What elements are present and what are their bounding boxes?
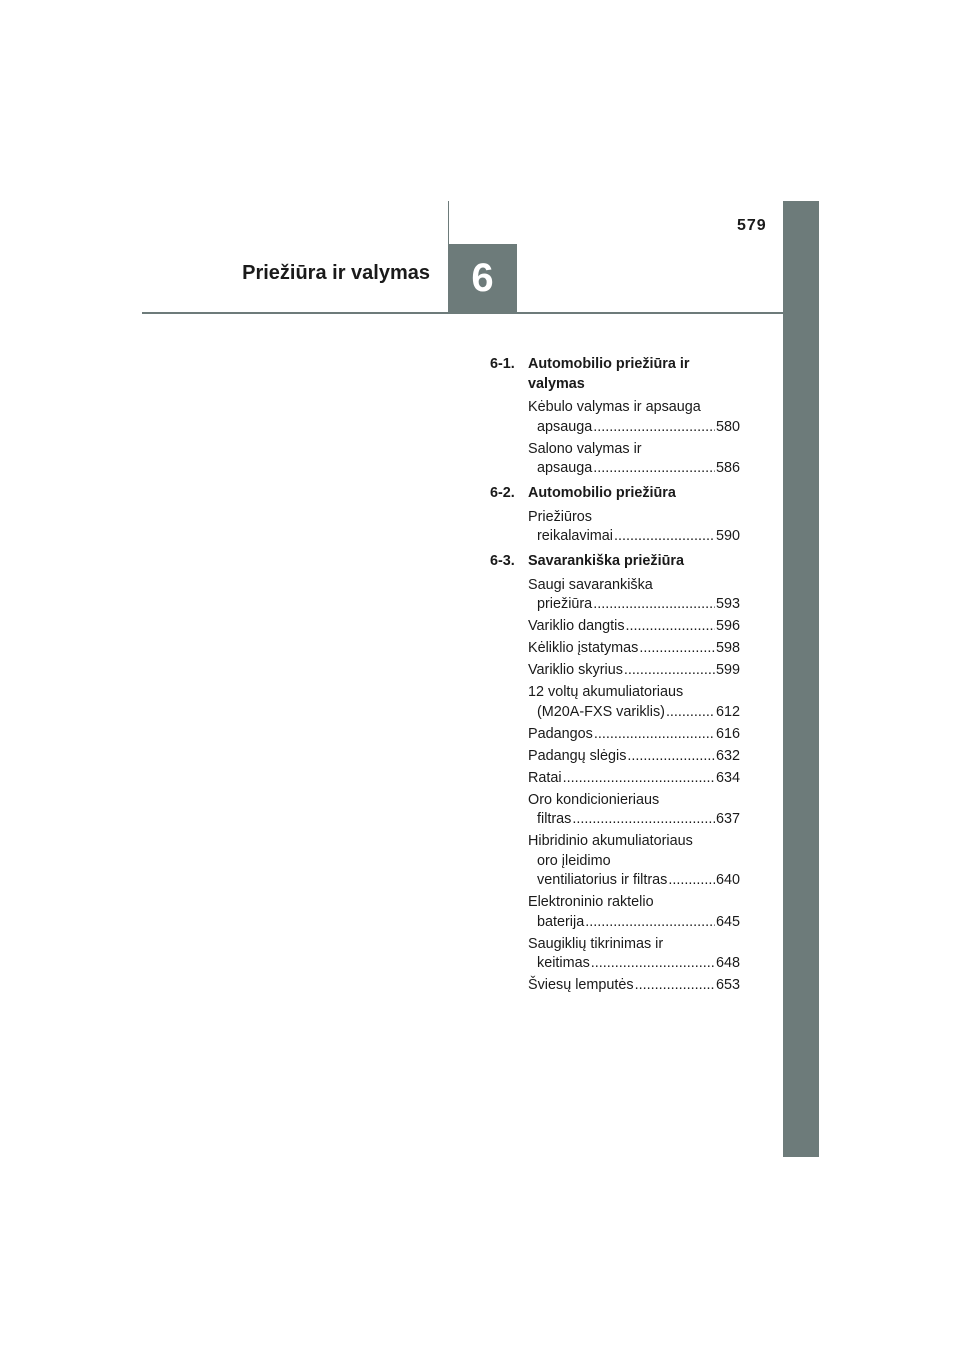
toc-entry-text: Padangų slėgis bbox=[528, 747, 627, 764]
toc-entry[interactable] bbox=[490, 725, 740, 745]
toc-entry[interactable] bbox=[490, 661, 740, 681]
chapter-side-tab bbox=[783, 201, 819, 1157]
toc-entry[interactable] bbox=[490, 639, 740, 659]
toc-section-heading bbox=[490, 552, 740, 572]
toc-entry-text: priežiūra bbox=[537, 596, 593, 612]
toc-entry-text: Variklio skyrius bbox=[528, 662, 623, 678]
toc-entry-text: 12 voltų akumuliatoriaus bbox=[528, 684, 684, 700]
toc-section-number: 6-1. bbox=[490, 356, 515, 372]
dot-leader bbox=[624, 661, 715, 681]
header-vertical-rule bbox=[448, 201, 449, 244]
toc-entry-page: 590 bbox=[715, 528, 740, 544]
toc-entry-page: 599 bbox=[715, 662, 740, 678]
dot-leader bbox=[591, 954, 715, 974]
toc-entry-page: 612 bbox=[715, 703, 740, 720]
toc-entry-text: Ratai bbox=[528, 769, 562, 786]
toc-entry-text: filtras bbox=[537, 811, 572, 827]
dot-leader bbox=[668, 871, 715, 891]
dot-leader bbox=[639, 639, 715, 659]
toc-entry-page: 596 bbox=[715, 618, 740, 634]
toc-entry-page: 580 bbox=[715, 418, 740, 435]
toc-entry[interactable] bbox=[490, 893, 740, 932]
toc-entry[interactable] bbox=[490, 747, 740, 767]
toc-section-title: Automobilio priežiūra bbox=[528, 485, 676, 501]
toc-entry-page: 593 bbox=[715, 596, 740, 612]
toc-entry-page: 586 bbox=[715, 460, 740, 476]
toc-entry-page: 616 bbox=[715, 725, 740, 742]
toc-section-number: 6-2. bbox=[490, 485, 515, 501]
table-of-contents bbox=[490, 355, 740, 1001]
toc-entry[interactable] bbox=[490, 398, 740, 437]
chapter-title: Priežiūra ir valymas bbox=[242, 262, 430, 284]
toc-entry-text: Variklio dangtis bbox=[528, 618, 625, 634]
chapter-number-badge: 6 bbox=[448, 244, 517, 313]
dot-leader bbox=[572, 810, 715, 830]
toc-entry-page: 632 bbox=[715, 747, 740, 764]
toc-entry-text: Padangos bbox=[528, 725, 593, 742]
toc-entry-page: 648 bbox=[715, 955, 740, 971]
toc-entry-text: Saugi savarankiška bbox=[528, 576, 653, 593]
toc-entry[interactable] bbox=[490, 976, 740, 996]
toc-entry-text: Salono valymas ir bbox=[528, 440, 642, 457]
toc-entry-page: 640 bbox=[715, 872, 740, 888]
toc-entry[interactable] bbox=[490, 769, 740, 789]
toc-entry-page: 653 bbox=[715, 977, 740, 993]
toc-entry-page: 645 bbox=[715, 913, 740, 930]
toc-entry[interactable] bbox=[490, 832, 740, 891]
toc-entry[interactable] bbox=[490, 508, 740, 547]
toc-entry-page: 598 bbox=[715, 640, 740, 656]
toc-entry-text: Kėbulo valymas ir apsauga bbox=[528, 399, 701, 415]
toc-entry-text: Kėliklio įstatymas bbox=[528, 640, 639, 656]
toc-entry-text: reikalavimai bbox=[537, 528, 613, 544]
dot-leader bbox=[563, 769, 715, 789]
toc-entry-page: 637 bbox=[715, 811, 740, 827]
toc-entry-text: Šviesų lemputės bbox=[528, 977, 634, 993]
dot-leader bbox=[627, 747, 715, 767]
dot-leader bbox=[594, 725, 715, 745]
toc-entry[interactable] bbox=[490, 576, 740, 615]
dot-leader bbox=[593, 595, 715, 615]
dot-leader bbox=[585, 913, 715, 933]
toc-entry[interactable] bbox=[490, 935, 740, 974]
toc-entry-text: oro įleidimo bbox=[537, 852, 611, 869]
toc-entry-text: apsauga bbox=[537, 418, 593, 435]
dot-leader bbox=[635, 976, 715, 996]
toc-section-heading bbox=[490, 484, 740, 504]
toc-section-title: Automobilio priežiūra ir valymas bbox=[528, 356, 690, 392]
dot-leader bbox=[593, 459, 715, 479]
toc-entry-text: apsauga bbox=[537, 460, 593, 476]
toc-section-heading bbox=[490, 355, 740, 394]
toc-entry[interactable] bbox=[490, 683, 740, 722]
toc-entry[interactable] bbox=[490, 440, 740, 479]
toc-entry-text: Oro kondicionieriaus bbox=[528, 791, 660, 808]
toc-entry[interactable] bbox=[490, 791, 740, 830]
dot-leader bbox=[666, 703, 715, 723]
toc-entry-text: (M20A-FXS variklis) bbox=[537, 703, 665, 720]
toc-entry-text: Saugiklių tikrinimas ir bbox=[528, 935, 664, 952]
dot-leader bbox=[593, 418, 715, 438]
toc-entry-text: ventiliatorius ir filtras bbox=[537, 872, 668, 888]
dot-leader bbox=[614, 527, 715, 547]
toc-entry-text: baterija bbox=[537, 913, 585, 930]
toc-entry-text: Priežiūros bbox=[528, 508, 592, 525]
page-number: 579 bbox=[737, 217, 767, 234]
toc-section-number: 6-3. bbox=[490, 553, 515, 569]
toc-entry-text: keitimas bbox=[537, 955, 590, 971]
toc-entry-page: 634 bbox=[715, 769, 740, 786]
toc-entry[interactable] bbox=[490, 617, 740, 637]
toc-entry-text: Hibridinio akumuliatoriaus bbox=[528, 833, 693, 849]
dot-leader bbox=[626, 617, 715, 637]
toc-section-title: Savarankiška priežiūra bbox=[528, 553, 684, 569]
toc-entry-text: Elektroninio raktelio bbox=[528, 894, 654, 910]
